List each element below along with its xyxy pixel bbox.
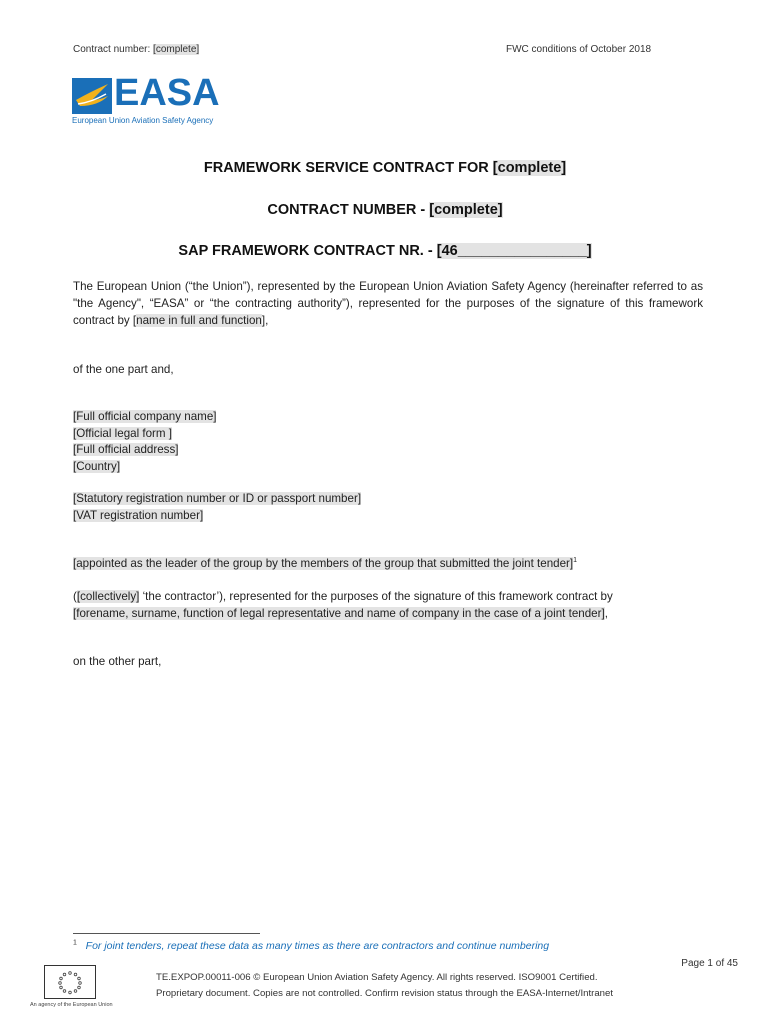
company-address: [Full official address] [73, 443, 179, 456]
title-framework-contract: FRAMEWORK SERVICE CONTRACT FOR [complete] [203, 160, 567, 176]
title-contract-number: CONTRACT NUMBER - [complete] [267, 202, 503, 218]
paragraph-union: The European Union (“the Union”), represented by the European Union Aviation Safety Agency (hereinafter referred to as "the Agency", “EASA” or “the contracting authority”), represented for the purposes of the signature of this framework contract by [name in full and function], [73, 280, 703, 327]
footer-copyright: TE.EXPOP.00011-006 © European Union Aviation Safety Agency. All rights reserved. ISO9001 Certified. Proprietary document. Copies are not controlled. Confirm revision status through the EASA-Internet/Intranet [156, 972, 614, 999]
other-part-text: on the other part, [73, 655, 162, 668]
company-legal-form: [Official legal form ] [73, 427, 173, 440]
logo-text: EASA [114, 72, 220, 114]
footnote-rule [73, 933, 260, 934]
eu-flag-icon [44, 965, 96, 999]
header-fwc-conditions: FWC conditions of October 2018 [506, 44, 652, 55]
title-sap-contract: SAP FRAMEWORK CONTRACT NR. - [46________________] [178, 243, 592, 259]
eu-caption: An agency of the European Union [30, 1002, 113, 1008]
page-number: Page 1 of 45 [681, 958, 738, 969]
logo-subtitle: European Union Aviation Safety Agency [72, 116, 214, 125]
company-vat: [VAT registration number] [73, 509, 204, 522]
company-name: [Full official company name] [73, 410, 217, 423]
easa-logo [72, 72, 242, 126]
footnote: $^1$ For joint tenders, repeat these data as many times as there are contractors and continue numbering [73, 939, 550, 952]
paragraph-contractor: ([collectively] ‘the contractor’), represented for the purposes of the signature of this framework contract by [forename, surname, function of legal representative and name of company in the case of a joint tender], [73, 590, 613, 620]
footnote-ref[interactable]: 1 [573, 557, 578, 565]
header-contract-number: Contract number: [complete] [73, 44, 200, 55]
one-part-text: of the one part and, [73, 363, 174, 376]
aircraft-icon [72, 78, 112, 114]
company-country: [Country] [73, 460, 121, 473]
company-registration: [Statutory registration number or ID or passport number] [73, 492, 362, 505]
leader-text: [appointed as the leader of the group by the members of the group that submitted the joint tender]$^1$ [73, 557, 578, 570]
contract-number-placeholder: [complete] [153, 44, 200, 55]
